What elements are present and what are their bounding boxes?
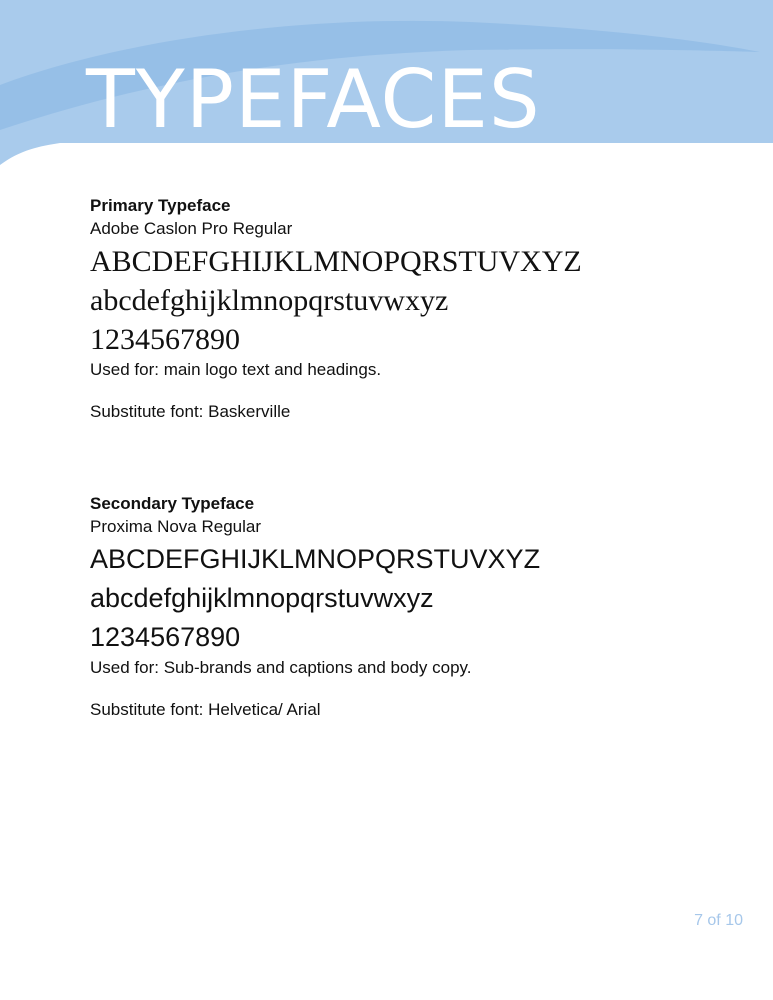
page-number: 7 of 10 [694, 912, 743, 929]
secondary-substitute-font: Substitute font: Helvetica/ Arial [90, 700, 321, 719]
primary-uppercase-sample: ABCDEFGHIJKLMNOPQRSTUVXYZ [90, 245, 582, 278]
primary-lowercase-sample: abcdefghijklmnopqrstuvwxyz [90, 284, 449, 317]
primary-typeface-section [90, 195, 750, 423]
secondary-typeface-heading: Secondary Typeface [90, 494, 255, 513]
secondary-used-for: Used for: Sub-brands and captions and body copy. [90, 658, 472, 677]
secondary-lowercase-sample: abcdefghijklmnopqrstuvwxyz [90, 583, 434, 613]
primary-substitute-font: Substitute font: Baskerville [90, 402, 291, 421]
primary-used-for: Used for: main logo text and headings. [90, 360, 382, 379]
primary-typeface-heading: Primary Typeface [90, 196, 231, 215]
secondary-numbers-sample: 1234567890 [90, 622, 241, 652]
primary-font-name: Adobe Caslon Pro Regular [90, 219, 293, 238]
primary-numbers-sample: 1234567890 [90, 323, 240, 356]
secondary-uppercase-sample: ABCDEFGHIJKLMNOPQRSTUVXYZ [90, 544, 541, 574]
page-title: TYPEFACES [86, 53, 541, 146]
secondary-typeface-section [90, 493, 750, 721]
secondary-font-name: Proxima Nova Regular [90, 517, 262, 536]
